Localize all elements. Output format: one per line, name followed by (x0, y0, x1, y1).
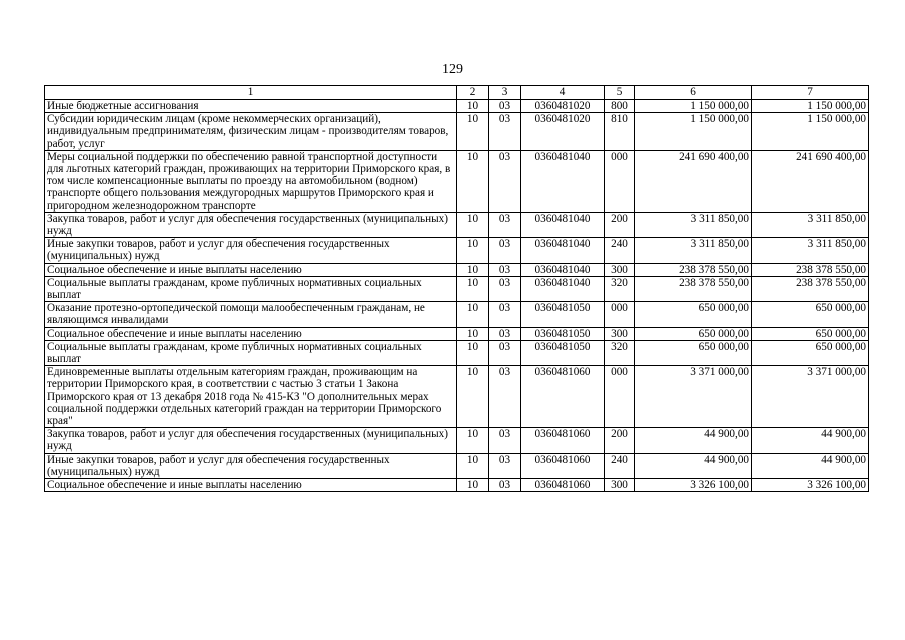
amount-cell: 44 900,00 (752, 453, 869, 478)
subsection-cell: 03 (489, 100, 521, 113)
subsection-cell: 03 (489, 276, 521, 301)
amount-cell: 238 378 550,00 (635, 276, 752, 301)
expense-type-cell: 300 (605, 479, 635, 492)
subsection-cell: 03 (489, 479, 521, 492)
section-cell: 10 (457, 238, 489, 263)
amount-cell: 1 150 000,00 (752, 100, 869, 113)
target-article-cell: 0360481040 (521, 238, 605, 263)
name-cell: Закупка товаров, работ и услуг для обеспечения государственных (муниципальных) нужд (45, 212, 457, 237)
amount-cell: 650 000,00 (635, 302, 752, 327)
subsection-cell: 03 (489, 212, 521, 237)
table-row (45, 302, 869, 327)
amount-cell: 3 326 100,00 (635, 479, 752, 492)
target-article-cell: 0360481060 (521, 428, 605, 453)
expense-type-cell: 300 (605, 327, 635, 340)
expense-type-cell: 000 (605, 150, 635, 212)
name-cell: Социальные выплаты гражданам, кроме публичных нормативных социальных выплат (45, 340, 457, 365)
amount-cell: 238 378 550,00 (752, 263, 869, 276)
target-article-cell: 0360481040 (521, 212, 605, 237)
section-cell: 10 (457, 327, 489, 340)
section-cell: 10 (457, 453, 489, 478)
amount-cell: 238 378 550,00 (635, 263, 752, 276)
section-cell: 10 (457, 428, 489, 453)
name-cell: Оказание протезно-ортопедической помощи малообеспеченным гражданам, не являющимся инвалидами (45, 302, 457, 327)
amount-cell: 3 371 000,00 (635, 366, 752, 428)
amount-cell: 44 900,00 (752, 428, 869, 453)
expense-type-cell: 240 (605, 238, 635, 263)
expense-type-cell: 200 (605, 212, 635, 237)
amount-cell: 3 371 000,00 (752, 366, 869, 428)
table-row (45, 150, 869, 212)
column-header: 2 (457, 86, 489, 100)
expense-type-cell: 320 (605, 340, 635, 365)
section-cell: 10 (457, 263, 489, 276)
amount-cell: 44 900,00 (635, 453, 752, 478)
target-article-cell: 0360481060 (521, 453, 605, 478)
amount-cell: 238 378 550,00 (752, 276, 869, 301)
table-header-row (45, 86, 869, 100)
section-cell: 10 (457, 100, 489, 113)
subsection-cell: 03 (489, 428, 521, 453)
column-header: 6 (635, 86, 752, 100)
target-article-cell: 0360481060 (521, 479, 605, 492)
section-cell: 10 (457, 479, 489, 492)
name-cell: Единовременные выплаты отдельным категориям граждан, проживающим на территории Приморского края, в соответствии с частью 3 статьи 1 Закона Приморского края от 13 декабря 2018 года № 415-КЗ "О дополнительных мерах социальной поддержки отдельных категорий граждан на территории Приморского края" (45, 366, 457, 428)
column-header: 4 (521, 86, 605, 100)
target-article-cell: 0360481040 (521, 263, 605, 276)
section-cell: 10 (457, 366, 489, 428)
target-article-cell: 0360481050 (521, 327, 605, 340)
expense-type-cell: 000 (605, 366, 635, 428)
table-row (45, 212, 869, 237)
name-cell: Социальное обеспечение и иные выплаты населению (45, 479, 457, 492)
name-cell: Иные закупки товаров, работ и услуг для обеспечения государственных (муниципальных) нужд (45, 453, 457, 478)
subsection-cell: 03 (489, 453, 521, 478)
amount-cell: 1 150 000,00 (635, 113, 752, 151)
amount-cell: 650 000,00 (752, 327, 869, 340)
section-cell: 10 (457, 212, 489, 237)
name-cell: Социальные выплаты гражданам, кроме публичных нормативных социальных выплат (45, 276, 457, 301)
table-row (45, 479, 869, 492)
table-row (45, 238, 869, 263)
table-row (45, 327, 869, 340)
subsection-cell: 03 (489, 238, 521, 263)
amount-cell: 650 000,00 (752, 340, 869, 365)
table-row (45, 113, 869, 151)
target-article-cell: 0360481050 (521, 302, 605, 327)
expense-type-cell: 320 (605, 276, 635, 301)
amount-cell: 3 326 100,00 (752, 479, 869, 492)
amount-cell: 3 311 850,00 (635, 212, 752, 237)
amount-cell: 1 150 000,00 (635, 100, 752, 113)
table-row (45, 263, 869, 276)
subsection-cell: 03 (489, 366, 521, 428)
column-header: 7 (752, 86, 869, 100)
amount-cell: 3 311 850,00 (635, 238, 752, 263)
budget-table (44, 85, 869, 492)
name-cell: Закупка товаров, работ и услуг для обеспечения государственных (муниципальных) нужд (45, 428, 457, 453)
name-cell: Иные бюджетные ассигнования (45, 100, 457, 113)
subsection-cell: 03 (489, 302, 521, 327)
section-cell: 10 (457, 302, 489, 327)
table-row (45, 276, 869, 301)
expense-type-cell: 000 (605, 302, 635, 327)
table-row (45, 100, 869, 113)
expense-type-cell: 300 (605, 263, 635, 276)
amount-cell: 44 900,00 (635, 428, 752, 453)
column-header: 5 (605, 86, 635, 100)
amount-cell: 241 690 400,00 (752, 150, 869, 212)
expense-type-cell: 810 (605, 113, 635, 151)
amount-cell: 241 690 400,00 (635, 150, 752, 212)
target-article-cell: 0360481020 (521, 113, 605, 151)
section-cell: 10 (457, 340, 489, 365)
subsection-cell: 03 (489, 113, 521, 151)
amount-cell: 650 000,00 (752, 302, 869, 327)
target-article-cell: 0360481020 (521, 100, 605, 113)
name-cell: Иные закупки товаров, работ и услуг для обеспечения государственных (муниципальных) нужд (45, 238, 457, 263)
amount-cell: 3 311 850,00 (752, 212, 869, 237)
column-header: 3 (489, 86, 521, 100)
name-cell: Субсидии юридическим лицам (кроме некоммерческих организаций), индивидуальным предпринимателям, физическим лицам - производителям товаров, работ, услуг (45, 113, 457, 151)
subsection-cell: 03 (489, 327, 521, 340)
amount-cell: 650 000,00 (635, 327, 752, 340)
target-article-cell: 0360481060 (521, 366, 605, 428)
page-number: 129 (442, 62, 463, 77)
target-article-cell: 0360481040 (521, 150, 605, 212)
section-cell: 10 (457, 150, 489, 212)
name-cell: Социальное обеспечение и иные выплаты населению (45, 263, 457, 276)
expense-type-cell: 200 (605, 428, 635, 453)
subsection-cell: 03 (489, 340, 521, 365)
table-row (45, 453, 869, 478)
amount-cell: 3 311 850,00 (752, 238, 869, 263)
target-article-cell: 0360481040 (521, 276, 605, 301)
name-cell: Меры социальной поддержки по обеспечению равной транспортной доступности для льготных категорий граждан, проживающих на территории Приморского края, в том числе компенсационные выплаты по проезду на автомобильном (водном) транспорте общего пользования междугородных маршрутов Приморского края и пригородном железнодорожном транспорте (45, 150, 457, 212)
section-cell: 10 (457, 113, 489, 151)
column-header: 1 (45, 86, 457, 100)
table-body (45, 100, 869, 492)
amount-cell: 1 150 000,00 (752, 113, 869, 151)
expense-type-cell: 240 (605, 453, 635, 478)
table-row (45, 340, 869, 365)
section-cell: 10 (457, 276, 489, 301)
name-cell: Социальное обеспечение и иные выплаты населению (45, 327, 457, 340)
target-article-cell: 0360481050 (521, 340, 605, 365)
table-row (45, 366, 869, 428)
amount-cell: 650 000,00 (635, 340, 752, 365)
expense-type-cell: 800 (605, 100, 635, 113)
subsection-cell: 03 (489, 263, 521, 276)
subsection-cell: 03 (489, 150, 521, 212)
table-row (45, 428, 869, 453)
